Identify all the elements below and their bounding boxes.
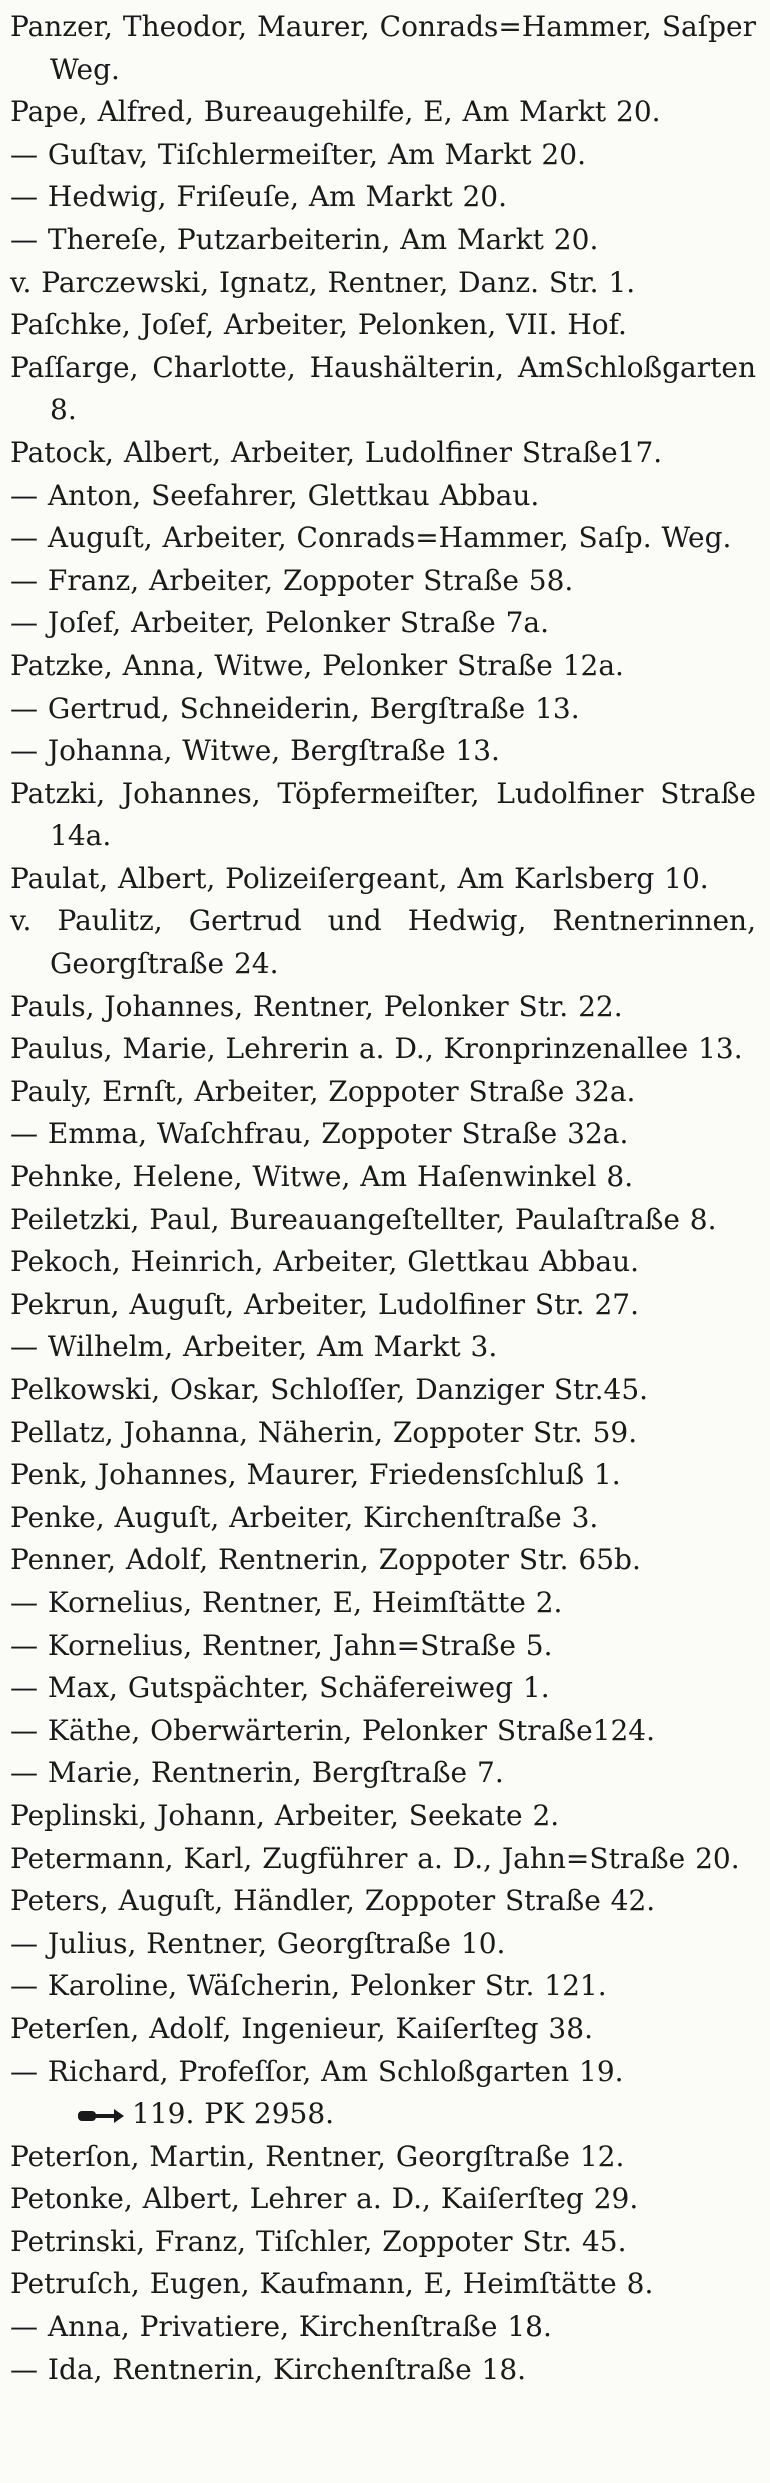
directory-entry: — Anton, Seefahrer, Glettkau Abbau. bbox=[10, 478, 540, 512]
directory-entry: Petrinski, Franz, Tiſchler, Zoppoter Str. 45. bbox=[10, 2224, 627, 2258]
directory-entry: — Anna, Privatiere, Kirchenſtraße 18. bbox=[10, 2310, 552, 2344]
directory-entry: Peterſon, Martin, Rentner, Georgſtraße 12. bbox=[10, 2139, 625, 2173]
directory-entry: Pape, Alfred, Bureaugehilfe, E, Am Markt 20. bbox=[10, 95, 661, 129]
directory-entry: Paulat, Albert, Polizeiſergeant, Am Karlsberg 10. bbox=[10, 861, 709, 895]
directory-entry: Peterſen, Adolf, Ingenieur, Kaiſerſteg 38. bbox=[10, 2011, 593, 2045]
directory-entry: Pellatz, Johanna, Näherin, Zoppoter Str. 59. bbox=[10, 1415, 638, 1449]
directory-entry: — Ida, Rentnerin, Kirchenſtraße 18. bbox=[10, 2352, 527, 2386]
directory-entry: Patzke, Anna, Witwe, Pelonker Straße 12a. bbox=[10, 648, 624, 682]
directory-entry: Peters, Auguſt, Händler, Zoppoter Straße 42. bbox=[10, 1884, 656, 1918]
directory-entry: — Thereſe, Putzarbeiterin, Am Markt 20. bbox=[10, 222, 599, 256]
directory-entry: Penke, Auguſt, Arbeiter, Kirchenſtraße 3. bbox=[10, 1500, 599, 1534]
telephone-icon bbox=[78, 2107, 124, 2125]
directory-entry: — Käthe, Oberwärterin, Pelonker Straße124. bbox=[10, 1713, 655, 1747]
directory-entry: — Joſef, Arbeiter, Pelonker Straße 7a. bbox=[10, 606, 549, 640]
directory-entry: — Karoline, Wäſcherin, Pelonker Str. 121. bbox=[10, 1969, 607, 2003]
directory-entry: v. Paulitz, Gertrud und Hedwig, Rentnerinnen, Georgſtraße 24. bbox=[10, 904, 756, 981]
directory-entry: Pauls, Johannes, Rentner, Pelonker Str. 22. bbox=[10, 989, 623, 1023]
directory-entry: — Marie, Rentnerin, Bergſtraße 7. bbox=[10, 1756, 504, 1790]
directory-entry: Petruſch, Eugen, Kaufmann, E, Heimſtätte 8. bbox=[10, 2267, 654, 2301]
directory-entry: Panzer, Theodor, Maurer, Conrads=Hammer, Saſper Weg. bbox=[10, 10, 756, 86]
directory-entry: Patzki, Johannes, Töpfermeiſter, Ludolfiner Straße 14a. bbox=[10, 776, 756, 853]
directory-entry: Peplinski, Johann, Arbeiter, Seekate 2. bbox=[10, 1798, 560, 1832]
directory-entry: — Max, Gutspächter, Schäfereiweg 1. bbox=[10, 1671, 550, 1705]
directory-entry: — Wilhelm, Arbeiter, Am Markt 3. bbox=[10, 1330, 498, 1364]
directory-entry: — Kornelius, Rentner, Jahn=Straße 5. bbox=[10, 1628, 553, 1662]
directory-entry: Patock, Albert, Arbeiter, Ludolfiner Straße17. bbox=[10, 435, 663, 469]
directory-entry: — Emma, Waſchfrau, Zoppoter Straße 32a. bbox=[10, 1117, 629, 1151]
directory-entry: Paulus, Marie, Lehrerin a. D., Kronprinzenallee 13. bbox=[10, 1032, 743, 1066]
directory-entry: Petonke, Albert, Lehrer a. D., Kaiſerſteg 29. bbox=[10, 2182, 639, 2216]
directory-entry: v. Parczewski, Ignatz, Rentner, Danz. Str. 1. bbox=[10, 265, 636, 299]
directory-entry: Paſchke, Joſef, Arbeiter, Pelonken, VII. Hof. bbox=[10, 308, 627, 342]
directory-entry: Penk, Johannes, Maurer, Friedensſchluß 1. bbox=[10, 1458, 621, 1492]
phone-number: 119. PK 2958. bbox=[132, 2097, 335, 2131]
directory-entry: — Hedwig, Friſeuſe, Am Markt 20. bbox=[10, 180, 507, 214]
entry-list bbox=[10, 6, 756, 2391]
directory-entry: — Richard, Profeſſor, Am Schloßgarten 19. bbox=[10, 2054, 624, 2088]
directory-entry: Pehnke, Helene, Witwe, Am Haſenwinkel 8. bbox=[10, 1160, 634, 1194]
directory-entry: Penner, Adolf, Rentnerin, Zoppoter Str. 65b. bbox=[10, 1543, 641, 1577]
directory-entry: Pelkowski, Oskar, Schloſſer, Danziger Str.45. bbox=[10, 1373, 649, 1406]
directory-entry: — Kornelius, Rentner, E, Heimſtätte 2. bbox=[10, 1585, 563, 1619]
directory-entry: Petermann, Karl, Zugführer a. D., Jahn=Straße 20. bbox=[10, 1841, 740, 1875]
directory-entry: — Franz, Arbeiter, Zoppoter Straße 58. bbox=[10, 563, 574, 597]
phone-line bbox=[10, 2093, 756, 2136]
directory-entry: Pauly, Ernſt, Arbeiter, Zoppoter Straße 32a. bbox=[10, 1074, 636, 1108]
directory-entry: — Auguſt, Arbeiter, Conrads=Hammer, Saſp. Weg. bbox=[10, 521, 732, 555]
directory-entry: — Gertrud, Schneiderin, Bergſtraße 13. bbox=[10, 691, 580, 725]
directory-entry: Pekoch, Heinrich, Arbeiter, Glettkau Abbau. bbox=[10, 1245, 639, 1279]
directory-entry: Pekrun, Auguſt, Arbeiter, Ludolfiner Str. 27. bbox=[10, 1287, 639, 1321]
directory-entry: — Johanna, Witwe, Bergſtraße 13. bbox=[10, 734, 500, 768]
directory-entry: — Guſtav, Tiſchlermeiſter, Am Markt 20. bbox=[10, 137, 586, 171]
directory-entry: Paſſarge, Charlotte, Haushälterin, AmSchloßgarten 8. bbox=[10, 350, 756, 427]
directory-entry: — Julius, Rentner, Georgſtraße 10. bbox=[10, 1926, 506, 1960]
directory-entry: Peiletzki, Paul, Bureauangeſtellter, Paulaſtraße 8. bbox=[10, 1202, 717, 1236]
